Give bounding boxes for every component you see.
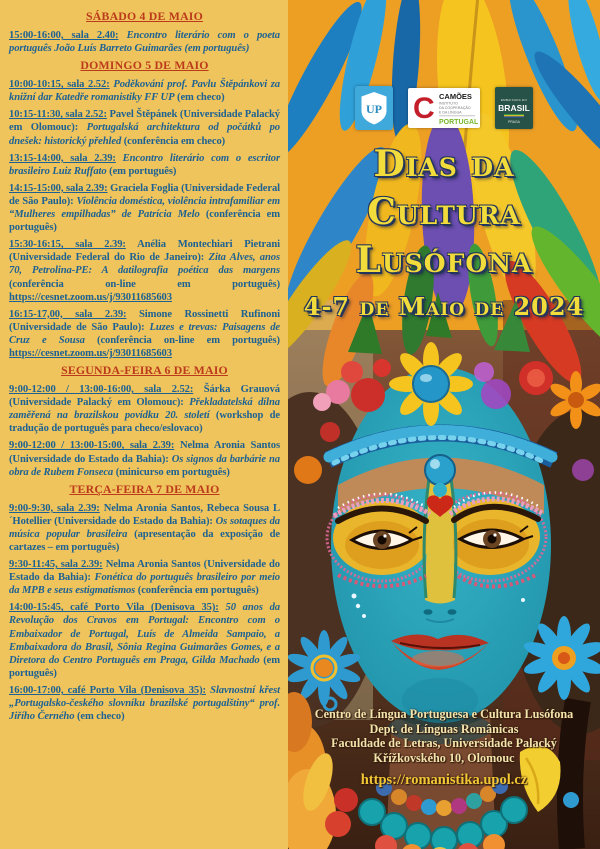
event-time: 15:30-16:15, sala 2.39: (9, 239, 126, 251)
event-text: Zita Alves, anos 70, Petrolina-PE: A datilografia poética das margens (9, 252, 280, 277)
event-time: 9:30-11:45, sala 2.39: (9, 559, 103, 571)
event-text: (conferência em português) (9, 209, 281, 234)
svg-text:INSTITUTO: INSTITUTO (439, 101, 458, 106)
event-entry (9, 182, 280, 234)
camoes-institute-logo (408, 88, 480, 128)
day-header: SEGUNDA-FEIRA 6 DE MAIO (61, 363, 228, 378)
palacky-university-logo (355, 86, 393, 130)
event-entry (9, 29, 280, 55)
event-text: (conferência em português) (137, 585, 259, 597)
brazil-embassy-logo (495, 87, 533, 129)
poster-title-line-1: Dias da (373, 143, 515, 185)
logo-row (288, 86, 600, 130)
event-text: Graciela Foglia (Universidade Federal de São Paulo): (9, 182, 280, 207)
event-zoom-link[interactable]: https://cesnet.zoom.us/j/93011685603 (9, 291, 172, 303)
day-header: SÁBADO 4 DE MAIO (86, 9, 203, 23)
event-text: Os signos da barbárie na obra de Rubem Fonseca (9, 453, 280, 478)
svg-text:DA COOPERAÇÃO: DA COOPERAÇÃO (439, 106, 471, 110)
svg-text:BRASIL: BRASIL (498, 103, 530, 113)
event-time: 9:00-12:00 / 13:00-15:00, sala 2.39: (9, 440, 175, 452)
svg-text:E DA LÍNGUA: E DA LÍNGUA (439, 110, 462, 115)
footer-line-faculty: Faculdade de Letras, Universidade Palacký (331, 736, 557, 750)
svg-text:CAMÕES: CAMÕES (439, 92, 472, 101)
event-text: Nelma Aronia Santos (Universidade do Estado da Bahia): (9, 559, 280, 584)
event-text: Poděkování prof. Pavlu Štěpánkovi za knižní dar Katedře romanistiky FF UP (9, 79, 280, 104)
event-text: Os sotaques da música popular brasileira (9, 515, 280, 540)
footer-url-link[interactable]: https://romanistika.upol.cz (360, 772, 528, 788)
event-text: (conferência on-line em português) (9, 278, 280, 290)
event-text: Violência doméstica, violência intrafamiliar em “Mulheres empilhadas” de Patrícia Melo (9, 195, 280, 221)
event-time: 16:00-17:00, café Porto Vila (Denisova 35): (9, 684, 206, 696)
svg-text:C: C (413, 92, 435, 125)
event-text: 50 anos da Revolução dos Cravos em Portugal: Encontro com o Embaixador de Portugal, Luís de Almeida Sampaio, a Embaixadora do Brasil, Sônia Regina Guimarães Gomes, e a Diretora do Centro Português em Praga, Gilda Machado (9, 602, 281, 666)
event-text: Nelma Aronia Santos (Universidade do Estado da Bahia): (9, 440, 280, 465)
event-time: 10:00-10:15, sala 2.52: (9, 79, 110, 91)
schedule-panel (0, 0, 288, 849)
event-entry (9, 108, 280, 147)
poster-title-line-3: Lusófona (355, 239, 533, 281)
day-header: TERÇA-FEIRA 7 DE MAIO (69, 481, 220, 496)
footer-line-dept: Dept. de Línguas Românicas (369, 721, 519, 736)
event-text: Nelma Aronia Santos, Rebeca Sousa L´Hotellier (Universidade do Estado da Bahia): (9, 502, 281, 527)
event-text: Překladatelská dílna zaměřená na brazilskou povídku 20. století (9, 397, 280, 422)
poster-title-block (288, 140, 600, 322)
event-text: (conferência em checo) (123, 135, 226, 147)
event-time: 9:00-9:30, sala 2.39: (9, 502, 100, 514)
svg-text:PORTUGAL: PORTUGAL (439, 119, 479, 126)
event-entry (9, 152, 280, 178)
event-text: Luzes e trevas: Paisagens de Cruz e Sousa (9, 321, 280, 346)
event-entry (9, 238, 280, 303)
event-time: 15:00-16:00, sala 2.40: (9, 30, 119, 41)
poster-date: 4-7 de Maio de 2024 (303, 292, 585, 321)
event-text: (em português) (109, 165, 177, 177)
event-time: 14:15-15:00, sala 2.39: (9, 182, 108, 194)
event-text: Šárka Grauová (Universidade Palacký em Olomouc): (9, 384, 280, 409)
footer-line-address: Křížkovského 10, Olomouc (373, 750, 515, 765)
event-text: Simone Rossinetti Rufinoni (Universidade de São Paulo): (9, 308, 281, 333)
event-zoom-link[interactable]: https://cesnet.zoom.us/j/93011685603 (9, 347, 172, 359)
event-time: 14:00-15:45, café Porto Vila (Denisova 35): (9, 602, 219, 614)
event-text: Portugalská architektura od počátků po dnešek: historický přehled (9, 122, 280, 147)
event-text: (em português) (9, 654, 280, 679)
event-text: (minicurso em português) (115, 466, 230, 478)
event-time: 16:15-17,00, sala 2.39: (9, 308, 127, 320)
event-time: 10:15-11:30, sala 2.52: (9, 109, 107, 121)
event-text: (conferência on-line em português) (97, 334, 280, 346)
event-text: Pavel Štěpánek (Universidade Palacký em Olomouc): (9, 109, 280, 134)
event-time: 13:15-14:00, sala 2.39: (9, 152, 116, 164)
svg-text:EMBAIXADA DO: EMBAIXADA DO (500, 98, 528, 102)
event-entry (9, 308, 280, 360)
event-entry (9, 558, 280, 597)
event-text: (em checo) (76, 711, 125, 723)
poster-art-panel (288, 0, 600, 849)
svg-text:UP: UP (366, 102, 382, 116)
event-entry (9, 439, 280, 478)
poster-title-line-2: Cultura (367, 191, 521, 233)
event-entry (9, 502, 280, 554)
event-entry (9, 78, 280, 104)
event-entry (9, 684, 280, 723)
svg-text:PRAGA: PRAGA (508, 120, 520, 124)
organizer-footer (288, 707, 600, 789)
event-text: Fonética do português brasileiro por meio da MPB e seus estigmatismos (9, 572, 280, 597)
event-entry (9, 601, 280, 680)
event-text: (apresentação da exposição de cartazes – em português) (9, 528, 280, 553)
event-text: Anélia Montechiari Pietrani (Universidade Federal do Rio de Janeiro): (9, 239, 280, 264)
day-header: DOMINGO 5 DE MAIO (80, 58, 209, 73)
event-text: (workshop de tradução de português para checo/eslovaco) (9, 410, 280, 435)
event-text: (em checo) (177, 92, 225, 104)
event-text: Encontro literário com o poeta português João Luís Barreto Guimarães (em português) (9, 30, 280, 55)
event-entry (9, 383, 280, 435)
event-text: Encontro literário com o escritor brasileiro Luiz Ruffato (9, 152, 280, 177)
footer-line-centre: Centro de Língua Portuguesa e Cultura Lusófona (314, 707, 574, 721)
event-time: 9:00-12:00 / 13:00-16:00, sala 2.52: (9, 384, 194, 396)
event-text: Slavnostní křest „Portugalsko-českého slovníku brazilské portugalštiny“ prof. Jiřího Černého (9, 684, 280, 723)
